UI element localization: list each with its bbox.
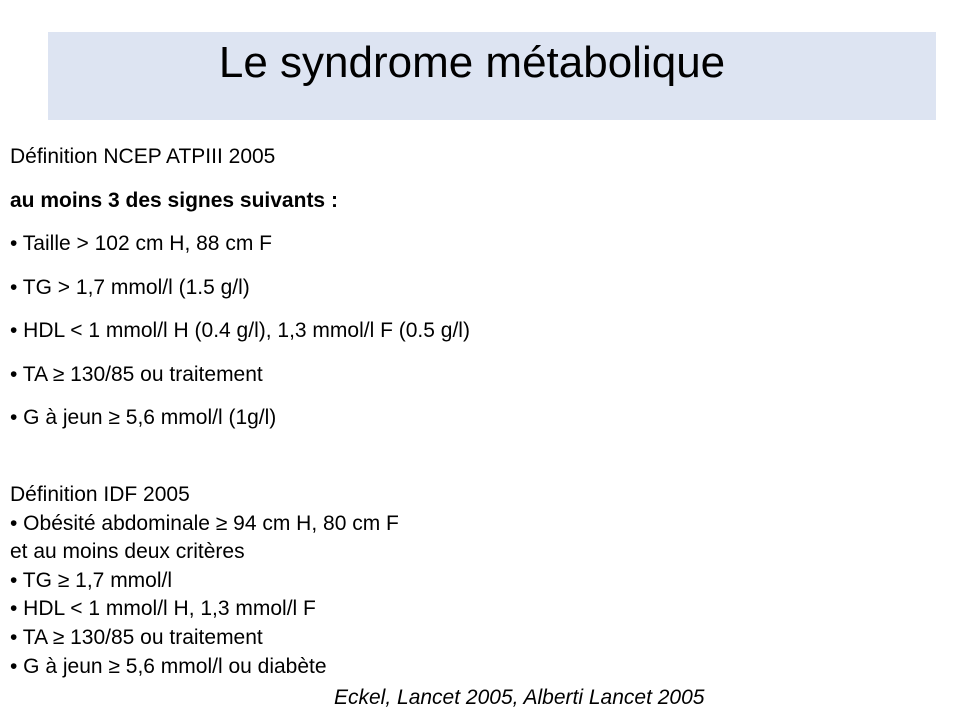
ncep-definition-section — [10, 142, 470, 447]
idf-criterion-hdl: • HDL < 1 mmol/l H, 1,3 mmol/l F — [10, 597, 316, 621]
idf-criterion-ta: • TA ≥ 130/85 ou traitement — [10, 625, 263, 649]
ncep-heading: Définition NCEP ATPIII 2005 — [10, 145, 276, 168]
ncep-criterion-tg: • TG > 1,7 mmol/l (1.5 g/l) — [10, 275, 250, 299]
ncep-criterion-waist: • Taille > 102 cm H, 88 cm F — [10, 232, 272, 255]
title-banner — [48, 32, 936, 120]
ncep-criterion-hdl: • HDL < 1 mmol/l H (0.4 g/l), 1,3 mmol/l F (0.5 g/l) — [10, 319, 470, 342]
idf-heading: Définition IDF 2005 — [10, 483, 190, 506]
idf-criterion-tg: • TG ≥ 1,7 mmol/l — [10, 568, 173, 592]
reference-citation: Eckel, Lancet 2005, Alberti Lancet 2005 — [334, 686, 705, 709]
slide-title: Le syndrome métabolique — [218, 38, 726, 87]
idf-subheading: et au moins deux critères — [10, 540, 245, 564]
idf-criterion-glucose: • G à jeun ≥ 5,6 mmol/l ou diabète — [10, 654, 327, 678]
ncep-subheading: au moins 3 des signes suivants : — [10, 188, 338, 212]
ncep-criterion-glucose: • G à jeun ≥ 5,6 mmol/l (1g/l) — [10, 406, 277, 429]
idf-main-criterion: • Obésité abdominale ≥ 94 cm H, 80 cm F — [10, 511, 399, 535]
ncep-criterion-ta: • TA ≥ 130/85 ou traitement — [10, 362, 263, 386]
idf-definition-section — [10, 481, 399, 681]
